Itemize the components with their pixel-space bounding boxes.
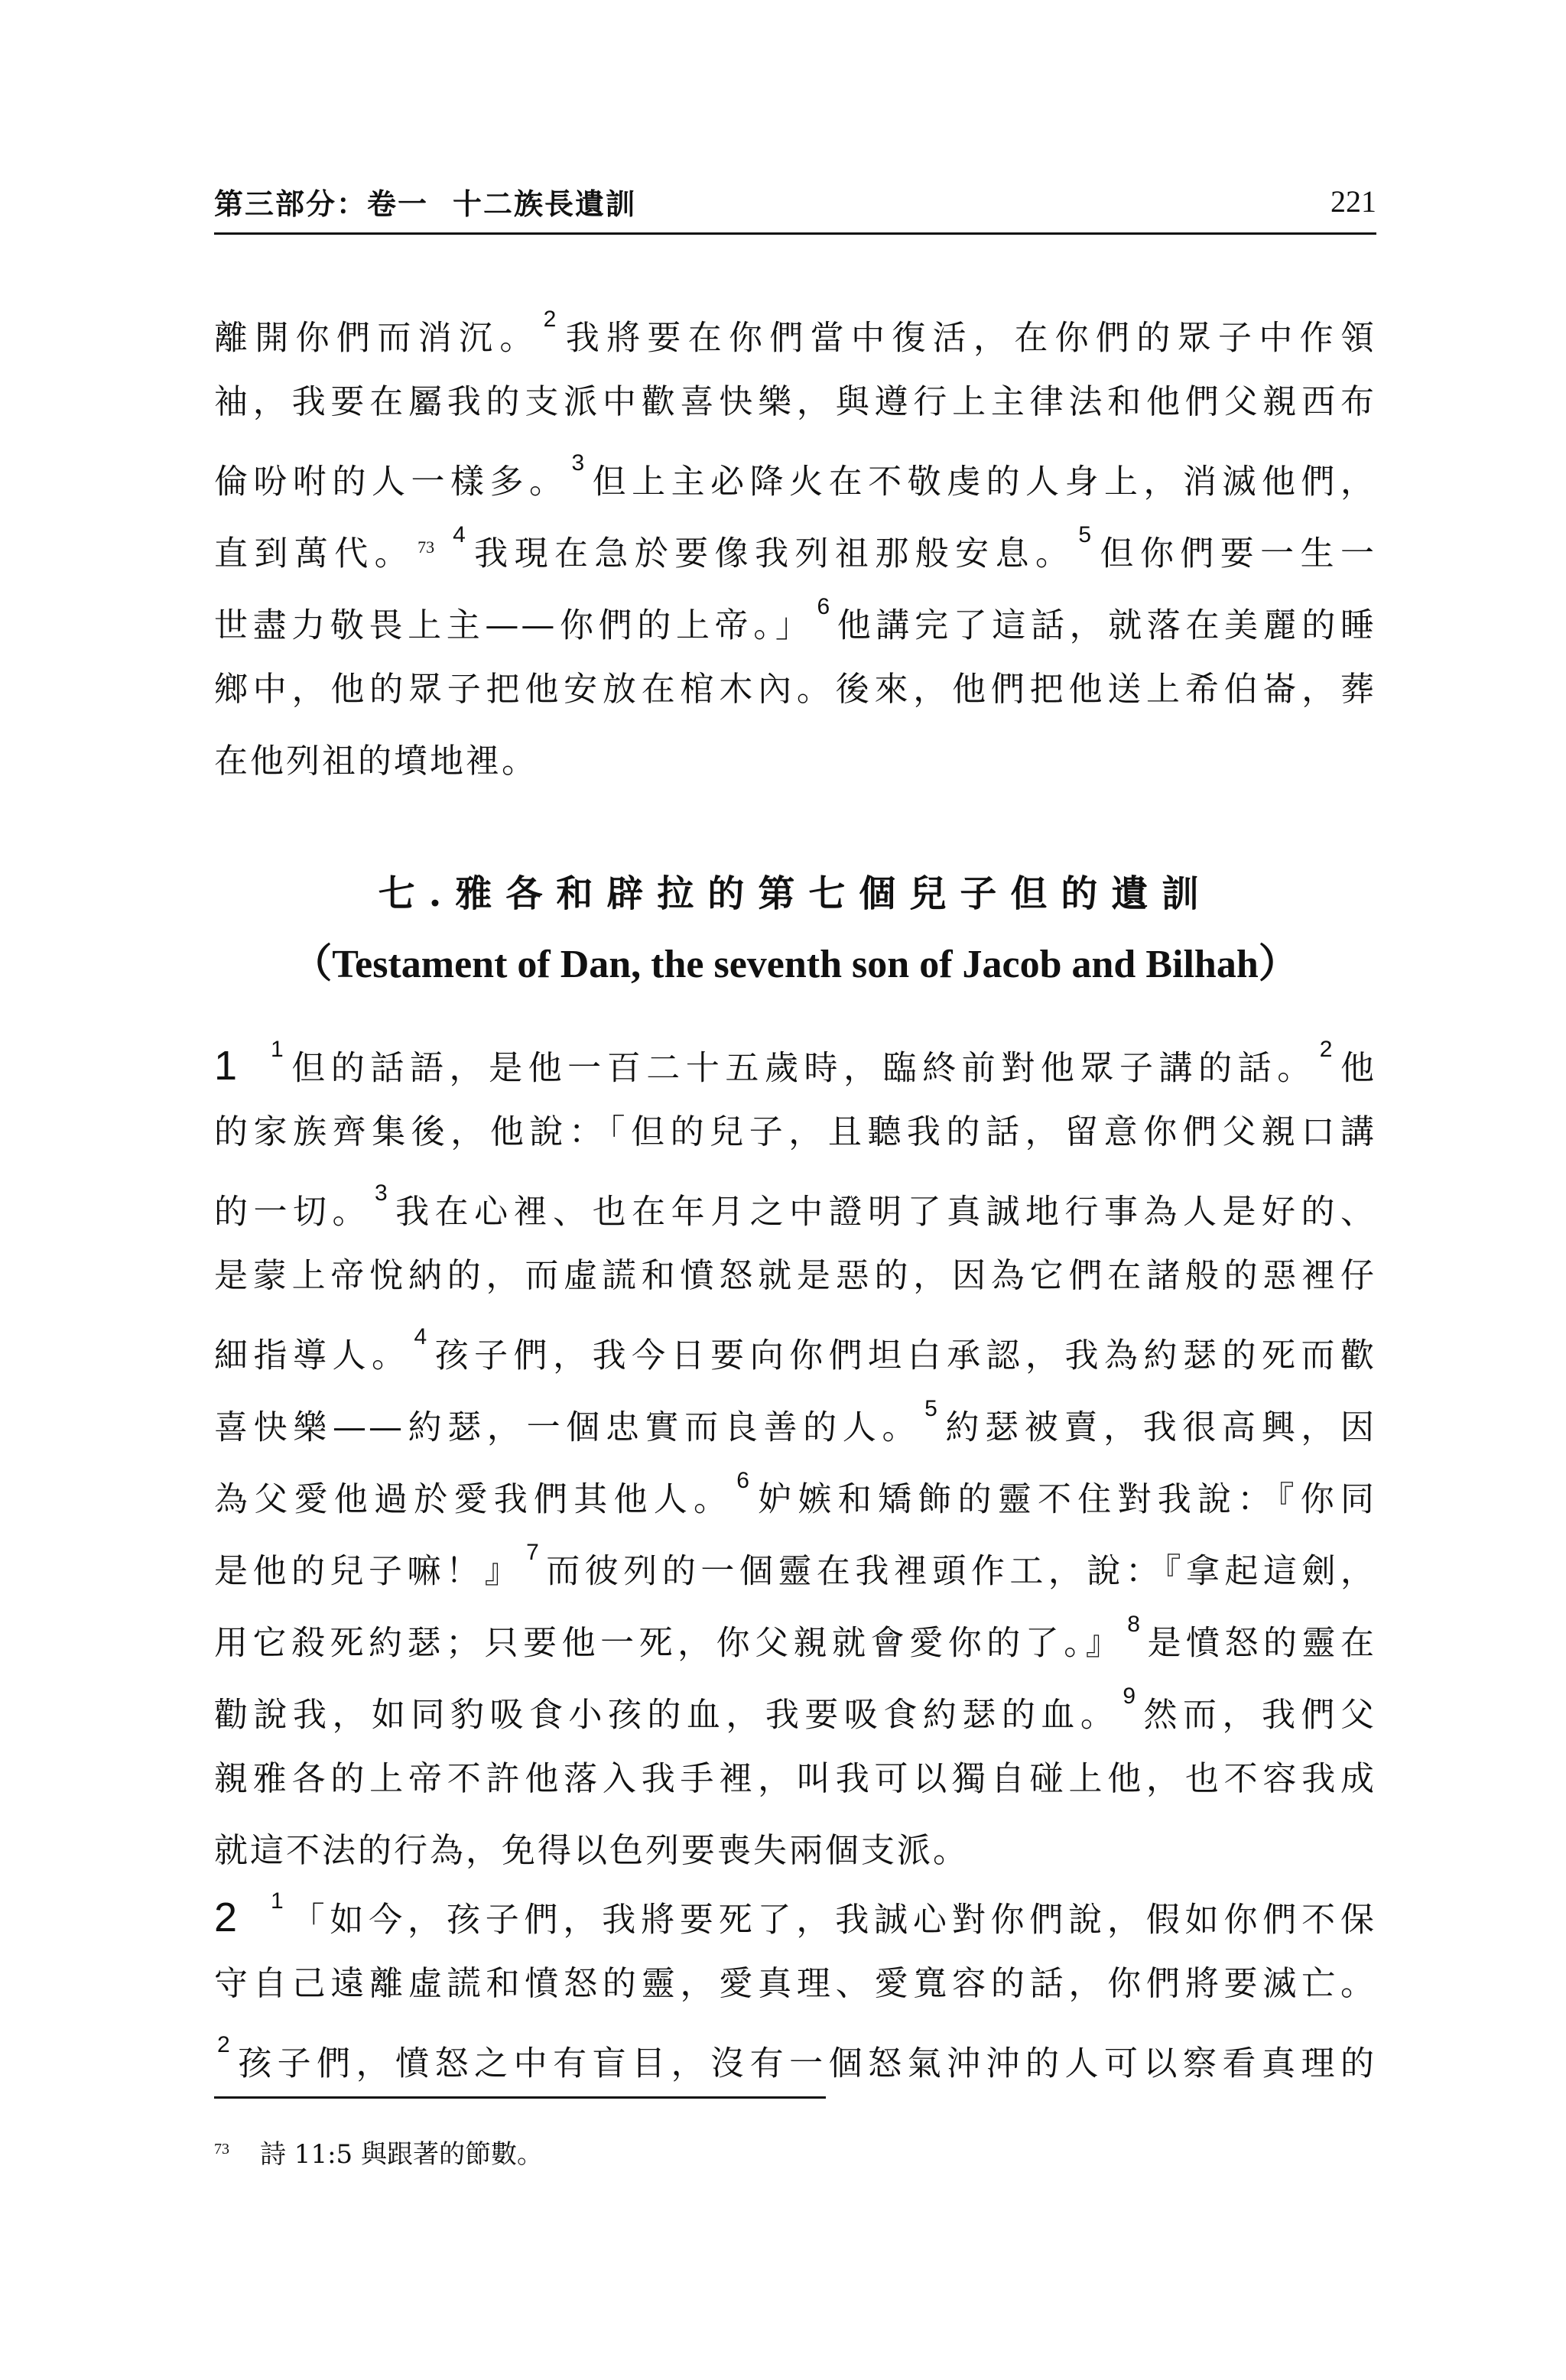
chapter-number: 1	[214, 1042, 238, 1089]
chapter-number: 2	[214, 1894, 238, 1940]
verse-number: 7	[526, 1540, 539, 1565]
verse-number: 2	[1319, 1037, 1333, 1062]
verse-number: 3	[571, 450, 585, 476]
text-line	[214, 1312, 1376, 1384]
header-part: 第三部分：卷一	[214, 187, 429, 221]
verse-number: 5	[1078, 522, 1092, 547]
text-run: 他講完了這話，就落在美麗的睡	[834, 606, 1376, 645]
text-line	[214, 1599, 1376, 1671]
text-run: 是他的兒子嘛！』	[214, 1551, 524, 1591]
footnote-mark: 73	[214, 2141, 229, 2158]
text-line	[214, 294, 1376, 366]
text-run: 孩子們，憤怒之中有盲目，沒有一個怒氣沖沖的人可以察看真理的	[234, 2044, 1376, 2083]
verse-number: 6	[817, 594, 830, 619]
running-header	[214, 180, 1376, 226]
verse-number: 2	[543, 307, 557, 332]
text-line	[214, 1384, 1376, 1456]
footnote	[214, 2133, 543, 2171]
text-run: 喜快樂——約瑟，一個忠實而良善的人。	[214, 1408, 922, 1447]
text-run: 是蒙上帝悅納的，而虛謊和憤怒就是惡的，因為它們在諸般的惡裡仔	[214, 1256, 1376, 1295]
section-subtitle: （Testament of Dan, the seventh son of Jacob and Bilhah）	[292, 943, 1298, 986]
text-run: 他	[1337, 1048, 1376, 1088]
text-run: 離開你們而消沉。	[214, 318, 541, 358]
text-line	[214, 726, 1376, 797]
text-line	[214, 366, 1376, 438]
text-line	[214, 1024, 1376, 1096]
text-run: 就這不法的行為，免得以色列要喪失兩個支派。	[214, 1831, 969, 1870]
footnote-text: 詩 11:5 與跟著的節數。	[260, 2139, 543, 2170]
text-run: 妒嫉和矯飾的靈不住對我說：『你同	[753, 1479, 1376, 1519]
text-run: 約瑟被賣，我很高興，因	[941, 1408, 1376, 1447]
text-run: 在他列祖的墳地裡。	[214, 742, 538, 781]
verse-number: 8	[1127, 1612, 1140, 1637]
verse-number: 3	[374, 1180, 388, 1206]
text-run: 但的話語，是他一百二十五歲時，臨終前對他眾子講的話。	[288, 1048, 1317, 1088]
text-run: 是憤怒的靈在	[1144, 1623, 1376, 1663]
text-run: 倫吩咐的人一樣多。	[214, 462, 569, 502]
verse-number: 9	[1123, 1684, 1136, 1709]
header-rule	[214, 232, 1376, 235]
verse-number: 2	[217, 2032, 230, 2057]
footnote-reference[interactable]: 73	[417, 537, 435, 557]
text-line	[214, 2020, 1376, 2092]
text-run: 直到萬代。	[214, 534, 415, 573]
text-run: 細指導人。	[214, 1336, 411, 1375]
page-number: 221	[1330, 184, 1376, 219]
verse-number: 4	[453, 522, 466, 547]
text-line	[214, 1456, 1376, 1528]
footnote-rule	[214, 2096, 826, 2099]
text-run: 但上主必降火在不敬虔的人身上，消滅他們，	[589, 462, 1376, 502]
text-run: 世盡力敬畏上主——你們的上帝。」	[214, 606, 814, 645]
text-run: 我在心裡、也在年月之中證明了真誠地行事為人是好的、	[392, 1192, 1376, 1232]
verse-number: 1	[271, 1037, 284, 1062]
section-title: 七.雅各和辟拉的第七個兒子但的遺訓	[378, 872, 1213, 915]
text-line	[214, 1948, 1376, 2020]
text-line	[214, 654, 1376, 726]
text-run: 袖，我要在屬我的支派中歡喜快樂，與遵行上主律法和他們父親西布	[214, 382, 1376, 421]
text-line	[214, 1168, 1376, 1240]
verse-number: 6	[736, 1468, 749, 1493]
text-run: 而彼列的一個靈在我裡頭作工，說：『拿起這劍，	[543, 1551, 1376, 1591]
text-line	[214, 1743, 1376, 1815]
text-line	[214, 1876, 1376, 1948]
verse-number: 4	[414, 1324, 427, 1349]
text-run: 的一切。	[214, 1192, 372, 1232]
header-title	[214, 180, 636, 222]
text-run: 的家族齊集後，他說：「但的兒子，且聽我的話，留意你們父親口講	[214, 1112, 1376, 1151]
text-line	[214, 1671, 1376, 1743]
paragraph-continued	[214, 294, 1376, 797]
text-run: 「如今，孩子們，我將要死了，我誠心對你們說，假如你們不保	[288, 1900, 1376, 1940]
text-line	[214, 1528, 1376, 1599]
verse-number: 1	[271, 1888, 284, 1914]
text-run: 守自己遠離虛謊和憤怒的靈，愛真理、愛寬容的話，你們將要滅亡。	[214, 1964, 1376, 2003]
text-run: 勸說我，如同豹吸食小孩的血，我要吸食約瑟的血。	[214, 1695, 1120, 1735]
text-run: 孩子們，我今日要向你們坦白承認，我為約瑟的死而歡	[431, 1336, 1376, 1375]
text-line	[214, 438, 1376, 510]
text-run: 然而，我們父	[1140, 1695, 1376, 1735]
chapter-2	[214, 1876, 1376, 2092]
header-book: 十二族長遺訓	[453, 187, 637, 221]
text-line	[214, 582, 1376, 654]
text-line	[214, 1240, 1376, 1312]
text-run: 我將要在你們當中復活，在你們的眾子中作領	[560, 318, 1376, 358]
text-line	[214, 510, 1376, 582]
text-run: 我現在急於要像我列祖那般安息。	[469, 534, 1076, 573]
text-run: 鄉中，他的眾子把他安放在棺木內。後來，他們把他送上希伯崙，葬	[214, 670, 1376, 709]
text-line	[214, 1096, 1376, 1168]
text-run: 為父愛他過於愛我們其他人。	[214, 1479, 734, 1519]
chapter-1	[214, 1024, 1376, 1887]
text-run: 但你們要一生一	[1096, 534, 1376, 573]
text-run: 親雅各的上帝不許他落入我手裡，叫我可以獨自碰上他，也不容我成	[214, 1759, 1376, 1798]
text-run: 用它殺死約瑟；只要他一死，你父親就會愛你的了。』	[214, 1623, 1125, 1663]
verse-number: 5	[924, 1396, 937, 1421]
